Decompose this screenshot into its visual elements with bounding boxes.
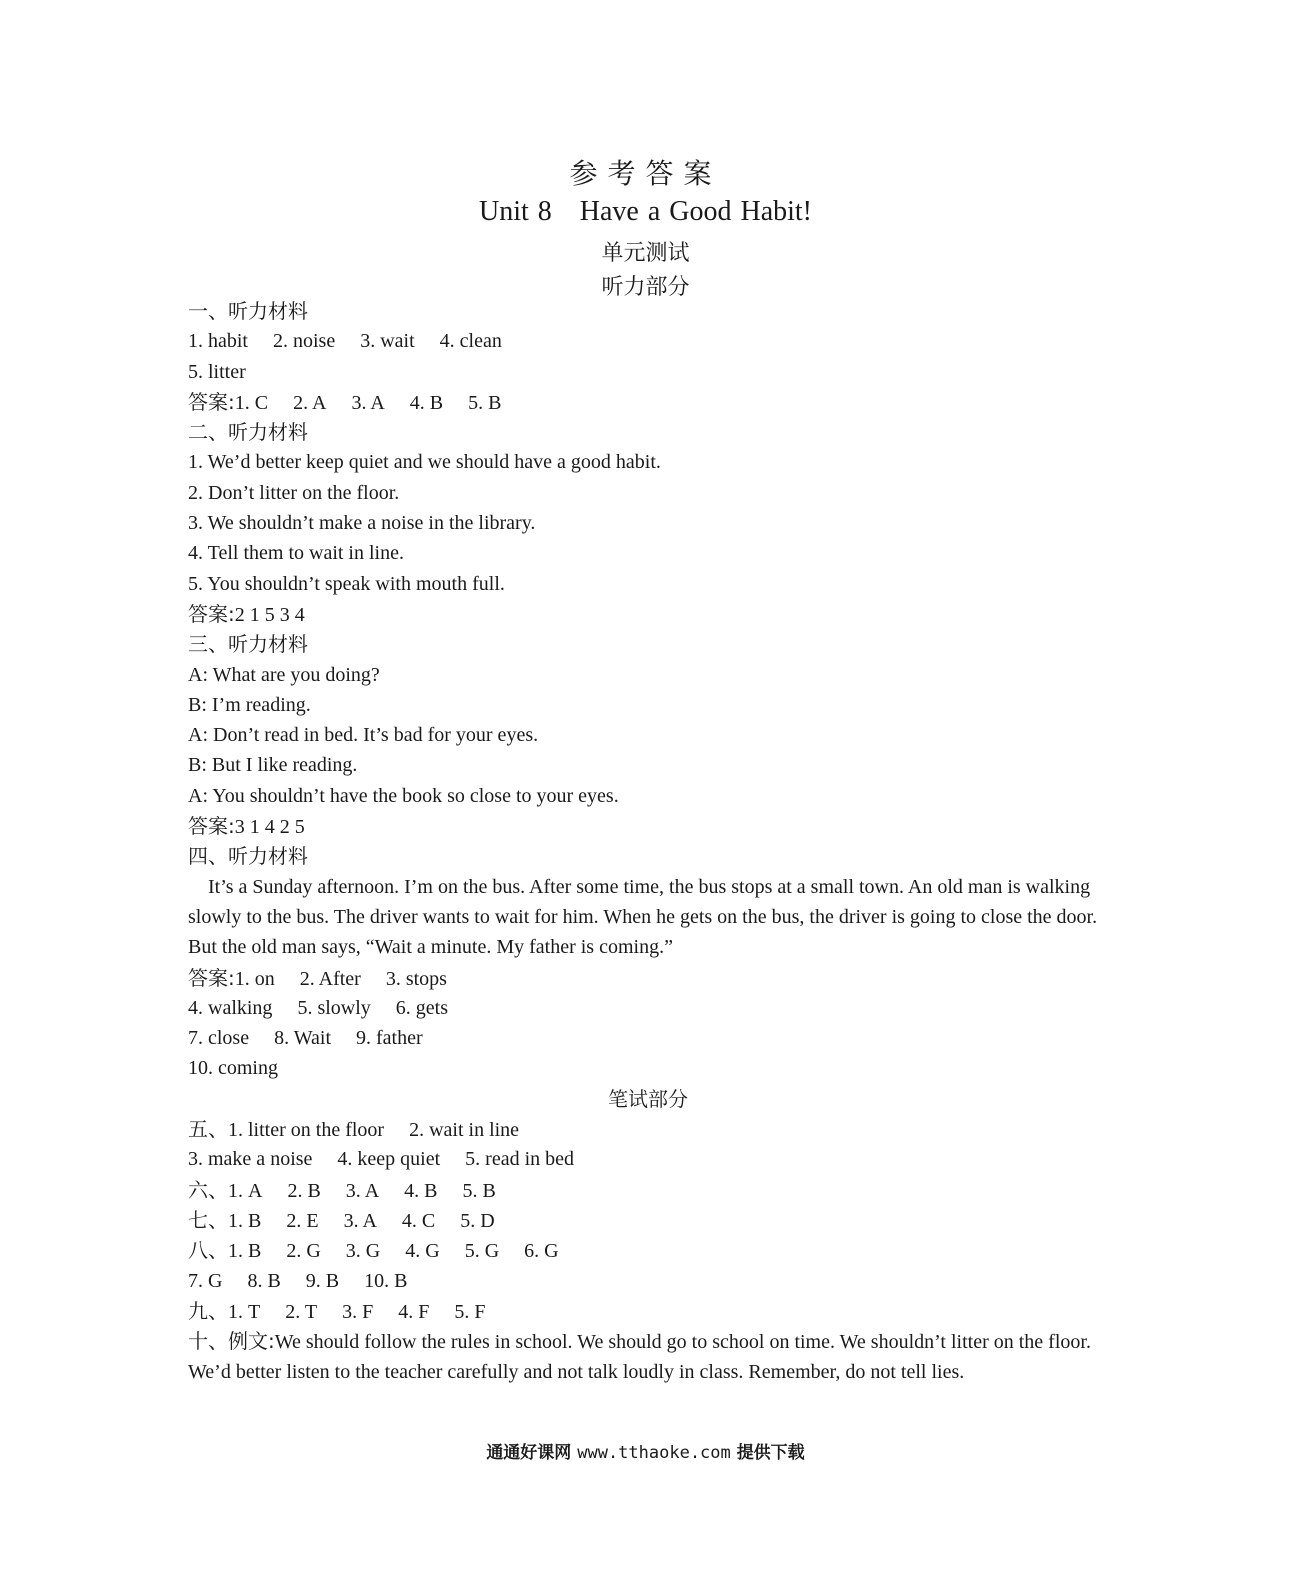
question-label: 五、 (188, 1117, 228, 1142)
answer: 2 1 5 3 4 (234, 603, 305, 626)
part2-heading: 二、听力材料 (188, 420, 308, 445)
answer: 4. C (401, 1209, 436, 1232)
answer-label: 答案: (188, 965, 235, 990)
answer: 9. B (305, 1269, 340, 1292)
part4-heading: 四、听力材料 (188, 844, 308, 869)
answer: 4. F (398, 1300, 430, 1323)
answer: 5. D (460, 1209, 495, 1232)
footer-suffix: 提供下载 (736, 1443, 805, 1463)
part2-sentence: 4. Tell them to wait in line. (188, 542, 404, 565)
answer: 2. A (293, 391, 327, 414)
answer: 5. F (454, 1300, 486, 1323)
answer: 1. litter on the floor (228, 1119, 385, 1142)
part2-answer (188, 599, 1108, 629)
q8-answers-line1 (188, 1235, 1108, 1265)
answer-label: 答案: (188, 814, 235, 839)
essay-text: We should follow the rules in school. We should go to school on time. We shouldn’t litter on the floor. We’d better listen to the teacher carefully and not talk loudly in class. Remember, do not tell lies. (188, 1331, 1091, 1384)
answer: 3. make a noise (188, 1148, 313, 1171)
answer: 2. T (285, 1300, 318, 1323)
answer: 2. G (286, 1240, 321, 1263)
answer: 3. A (345, 1179, 380, 1202)
part2-sentence: 5. You shouldn’t speak with mouth full. (188, 572, 505, 595)
answer: 5. G (464, 1240, 500, 1263)
word: 4. clean (439, 330, 502, 353)
answer: 2. B (287, 1179, 321, 1202)
answer: 6. G (524, 1240, 559, 1263)
q5-line2 (188, 1144, 1108, 1174)
answer: 5. B (468, 391, 502, 414)
answer: 4. G (405, 1240, 440, 1263)
unit-title (0, 196, 1291, 228)
question-label: 八、 (188, 1238, 228, 1263)
part4-answers-line2 (188, 993, 1108, 1023)
question-label: 十、例文: (188, 1329, 275, 1354)
answer: 9. father (356, 1027, 423, 1050)
answer: 5. slowly (297, 996, 371, 1019)
answer: 3. A (351, 391, 385, 414)
part1-answers (188, 387, 1108, 417)
part4-answers-line3 (188, 1023, 1108, 1053)
answer: 2. After (299, 967, 361, 990)
unit-test-heading: 单元测试 (601, 241, 690, 266)
written-heading: 笔试部分 (608, 1086, 688, 1111)
answer: 3 1 4 2 5 (234, 816, 305, 839)
part2-sentence: 3. We shouldn’t make a noise in the library. (188, 512, 536, 535)
word: 1. habit (188, 330, 248, 353)
part1-words-line2: 5. litter (188, 360, 246, 383)
answer: 3. A (343, 1209, 377, 1232)
part2-sentence: 1. We’d better keep quiet and we should have a good habit. (188, 451, 661, 474)
question-label: 九、 (188, 1298, 228, 1323)
answer: 5. B (462, 1179, 496, 1202)
answer: 5. read in bed (465, 1148, 575, 1171)
q10-sample-essay (188, 1326, 1108, 1388)
part3-answer (188, 811, 1108, 841)
dialogue-line: B: I’m reading. (188, 693, 311, 716)
answer: 10. B (364, 1269, 408, 1292)
answer: 1. A (228, 1179, 263, 1202)
dialogue-line: A: Don’t read in bed. It’s bad for your eyes. (188, 724, 539, 747)
answer: 2. E (286, 1209, 319, 1232)
answer: 6. gets (395, 996, 448, 1019)
answer-content (188, 296, 1108, 1388)
footer-url: www.tthaoke.com (577, 1443, 731, 1463)
answer-label: 答案: (188, 389, 235, 414)
page-footer (0, 1438, 1291, 1463)
listening-heading: 听力部分 (601, 275, 690, 300)
q8-answers-line2 (188, 1266, 1108, 1296)
dialogue-line: A: You shouldn’t have the book so close to your eyes. (188, 784, 619, 807)
answer: 4. walking (188, 996, 273, 1019)
answer: 3. stops (385, 967, 447, 990)
answer: 7. G (188, 1269, 223, 1292)
part2-sentence: 2. Don’t litter on the floor. (188, 481, 400, 504)
answer: 1. on (234, 967, 275, 990)
answer: 1. C (234, 391, 269, 414)
answer: 2. wait in line (409, 1119, 520, 1142)
part3-heading: 三、听力材料 (188, 632, 308, 657)
answer: 4. B (404, 1179, 438, 1202)
answer: 3. F (342, 1300, 374, 1323)
unit-name: Have a Good Habit! (579, 196, 813, 227)
answer: 4. keep quiet (337, 1148, 441, 1171)
dialogue-line: A: What are you doing? (188, 663, 380, 686)
q9-answers (188, 1296, 1108, 1326)
answer: 1. T (228, 1300, 261, 1323)
footer-site-name: 通通好课网 (486, 1443, 572, 1463)
question-label: 六、 (188, 1177, 228, 1202)
q5-line1 (188, 1114, 1108, 1144)
q7-answers (188, 1205, 1108, 1235)
word: 3. wait (360, 330, 415, 353)
question-label: 七、 (188, 1207, 228, 1232)
answer: 3. G (345, 1240, 381, 1263)
answer: 8. Wait (274, 1027, 331, 1050)
answer: 1. B (228, 1209, 262, 1232)
part1-heading: 一、听力材料 (188, 299, 308, 323)
dialogue-line: B: But I like reading. (188, 754, 358, 777)
answer: 8. B (247, 1269, 281, 1292)
answer: 4. B (409, 391, 444, 414)
answer: 1. B (228, 1240, 262, 1263)
answer: 7. close (188, 1027, 250, 1050)
part4-answers-line1 (188, 963, 1108, 993)
page-title: 参考答案 (569, 157, 722, 190)
word: 2. noise (273, 330, 336, 353)
q6-answers (188, 1175, 1108, 1205)
unit-number: Unit 8 (478, 196, 552, 227)
part4-passage: It’s a Sunday afternoon. I’m on the bus. After some time, the bus stops at a small town. An old man is walking slowly to the bus. The driver wants to wait for him. When he gets on the bus, the driver is going to close the door. But the old man says, “Wait a minute. My father is coming.” (188, 875, 1098, 959)
part4-answers-line4: 10. coming (188, 1057, 278, 1080)
answer-label: 答案: (188, 601, 235, 626)
part1-words-line1 (188, 326, 1108, 356)
